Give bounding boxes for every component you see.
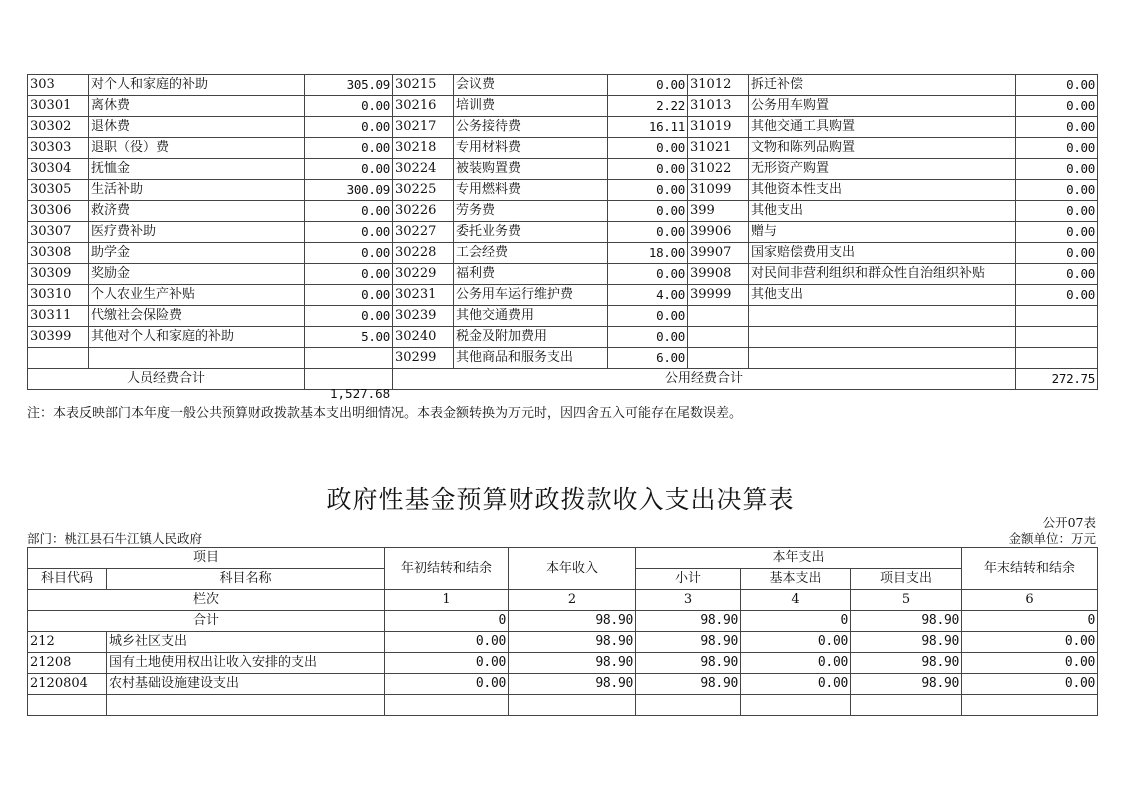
amount: 98.90 — [509, 674, 636, 695]
amount: 0.00 — [305, 222, 393, 243]
fund-budget-table — [27, 547, 1098, 716]
header-code: 科目代码 — [28, 569, 107, 590]
subject-name: 拆迁补偿 — [749, 75, 1016, 96]
amount: 0.00 — [608, 264, 688, 285]
page-title: 政府性基金预算财政拨款收入支出决算表 — [326, 485, 795, 514]
amount: 0.00 — [741, 632, 851, 653]
header-income: 本年收入 — [509, 548, 636, 590]
table-row — [28, 138, 1098, 159]
total-row — [28, 611, 1098, 632]
subject-name: 离休费 — [89, 96, 305, 117]
amount: 0.00 — [608, 201, 688, 222]
subject-code: 30215 — [393, 75, 454, 96]
table-row — [28, 264, 1098, 285]
column-number: 5 — [851, 590, 962, 611]
subject-code: 30231 — [393, 285, 454, 306]
amount: 98.90 — [509, 653, 636, 674]
column-number: 3 — [636, 590, 741, 611]
amount — [1016, 348, 1098, 369]
subject-code: 212 — [28, 632, 107, 653]
subject-code: 30304 — [28, 159, 89, 180]
amount: 6.00 — [608, 348, 688, 369]
table-row — [28, 96, 1098, 117]
amount: 0.00 — [385, 653, 509, 674]
empty-cell — [28, 695, 107, 716]
subject-name: 奖励金 — [89, 264, 305, 285]
subject-code: 30301 — [28, 96, 89, 117]
amount: 98.90 — [851, 632, 962, 653]
subject-code — [688, 306, 749, 327]
subject-name: 退休费 — [89, 117, 305, 138]
subject-code: 30216 — [393, 96, 454, 117]
subject-code: 31012 — [688, 75, 749, 96]
subject-name: 其他资本性支出 — [749, 180, 1016, 201]
subject-name: 培训费 — [454, 96, 608, 117]
column-number: 4 — [741, 590, 851, 611]
header-project: 项目支出 — [851, 569, 962, 590]
subject-code: 30217 — [393, 117, 454, 138]
amount: 98.90 — [636, 632, 741, 653]
empty-cell — [107, 695, 385, 716]
subject-name: 专用燃料费 — [454, 180, 608, 201]
total-value: 0 — [962, 611, 1098, 632]
subject-code: 30229 — [393, 264, 454, 285]
table-row — [28, 117, 1098, 138]
subject-code: 30225 — [393, 180, 454, 201]
subject-code: 31013 — [688, 96, 749, 117]
subject-name: 其他支出 — [749, 201, 1016, 222]
table-note: 注：本表反映部门本年度一般公共预算财政拨款基本支出明细情况。本表金额转换为万元时，因四舍五入可能存在尾数误差。 — [27, 406, 743, 421]
subject-code: 39908 — [688, 264, 749, 285]
amount: 0.00 — [1016, 75, 1098, 96]
table-number: 公开07表 — [1042, 515, 1096, 530]
amount: 0.00 — [741, 653, 851, 674]
subject-code: 30299 — [393, 348, 454, 369]
subject-name: 福利费 — [454, 264, 608, 285]
empty-cell — [851, 695, 962, 716]
amount: 0.00 — [1016, 285, 1098, 306]
subject-name: 抚恤金 — [89, 159, 305, 180]
subject-code: 30239 — [393, 306, 454, 327]
amount: 98.90 — [636, 674, 741, 695]
amount: 0.00 — [608, 159, 688, 180]
subject-code — [688, 327, 749, 348]
total-value: 0 — [385, 611, 509, 632]
subject-name: 无形资产购置 — [749, 159, 1016, 180]
amount: 300.09 — [305, 180, 393, 201]
table-row — [28, 243, 1098, 264]
amount: 0.00 — [1016, 117, 1098, 138]
amount: 0.00 — [1016, 264, 1098, 285]
unit-label: 金额单位：万元 — [1008, 531, 1096, 546]
subject-name: 助学金 — [89, 243, 305, 264]
amount: 0.00 — [305, 264, 393, 285]
subject-code: 30228 — [393, 243, 454, 264]
subject-code: 39906 — [688, 222, 749, 243]
subject-name: 公务用车运行维护费 — [454, 285, 608, 306]
total-value: 98.90 — [509, 611, 636, 632]
amount: 0.00 — [385, 674, 509, 695]
amount: 0.00 — [305, 96, 393, 117]
amount: 98.90 — [851, 653, 962, 674]
amount: 0.00 — [962, 653, 1098, 674]
subject-name — [749, 306, 1016, 327]
amount — [1016, 306, 1098, 327]
subject-name: 代缴社会保险费 — [89, 306, 305, 327]
amount: 98.90 — [636, 653, 741, 674]
amount: 5.00 — [305, 327, 393, 348]
column-number: 1 — [385, 590, 509, 611]
subject-code: 30306 — [28, 201, 89, 222]
total-value: 98.90 — [636, 611, 741, 632]
amount: 98.90 — [851, 674, 962, 695]
amount: 18.00 — [608, 243, 688, 264]
subject-name: 赠与 — [749, 222, 1016, 243]
personnel-total-label: 人员经费合计 — [28, 369, 305, 390]
amount: 98.90 — [509, 632, 636, 653]
table-row — [28, 348, 1098, 369]
subject-name: 城乡社区支出 — [107, 632, 385, 653]
personnel-total-value: 1,527.68 — [330, 386, 391, 401]
amount: 0.00 — [305, 201, 393, 222]
amount: 0.00 — [385, 632, 509, 653]
subject-name: 其他交通费用 — [454, 306, 608, 327]
subject-code: 303 — [28, 75, 89, 96]
subject-code: 2120804 — [28, 674, 107, 695]
subject-code — [688, 348, 749, 369]
header-item: 项目 — [28, 548, 385, 569]
amount: 0.00 — [741, 674, 851, 695]
amount: 0.00 — [608, 306, 688, 327]
subject-code: 30399 — [28, 327, 89, 348]
subject-name: 对民间非营利组织和群众性自治组织补贴 — [749, 264, 1016, 285]
header-subtotal: 小计 — [636, 569, 741, 590]
subject-code: 30224 — [393, 159, 454, 180]
amount: 0.00 — [305, 159, 393, 180]
subject-name: 对个人和家庭的补助 — [89, 75, 305, 96]
subject-name — [89, 348, 305, 369]
column-number: 2 — [509, 590, 636, 611]
subject-code: 30310 — [28, 285, 89, 306]
subject-code: 21208 — [28, 653, 107, 674]
subject-code: 30226 — [393, 201, 454, 222]
subject-name: 税金及附加费用 — [454, 327, 608, 348]
amount — [305, 348, 393, 369]
subject-code — [28, 348, 89, 369]
amount: 0.00 — [305, 285, 393, 306]
subject-code: 30307 — [28, 222, 89, 243]
amount: 0.00 — [608, 180, 688, 201]
subject-name: 其他交通工具购置 — [749, 117, 1016, 138]
amount: 0.00 — [608, 327, 688, 348]
table-row — [28, 632, 1098, 653]
amount: 0.00 — [608, 75, 688, 96]
subject-name: 其他支出 — [749, 285, 1016, 306]
table-row — [28, 159, 1098, 180]
subject-name: 公务用车购置 — [749, 96, 1016, 117]
subject-name: 国有土地使用权出让收入安排的支出 — [107, 653, 385, 674]
amount: 0.00 — [305, 306, 393, 327]
empty-cell — [385, 695, 509, 716]
subject-name: 其他对个人和家庭的补助 — [89, 327, 305, 348]
subject-name: 委托业务费 — [454, 222, 608, 243]
amount: 2.22 — [608, 96, 688, 117]
public-total-label: 公用经费合计 — [393, 369, 1016, 390]
header-opening: 年初结转和结余 — [385, 548, 509, 590]
subject-name: 会议费 — [454, 75, 608, 96]
amount: 0.00 — [1016, 138, 1098, 159]
table-row — [28, 653, 1098, 674]
subject-name: 个人农业生产补贴 — [89, 285, 305, 306]
subject-code: 30311 — [28, 306, 89, 327]
subject-name: 被装购置费 — [454, 159, 608, 180]
subject-name: 文物和陈列品购置 — [749, 138, 1016, 159]
expenditure-detail-table — [27, 74, 1098, 390]
subject-code: 39999 — [688, 285, 749, 306]
subject-code: 30240 — [393, 327, 454, 348]
subject-code: 31021 — [688, 138, 749, 159]
subject-name: 专用材料费 — [454, 138, 608, 159]
subject-name: 工会经费 — [454, 243, 608, 264]
table-row — [28, 180, 1098, 201]
subject-code: 31099 — [688, 180, 749, 201]
department-label: 部门：桃江县石牛江镇人民政府 — [27, 531, 203, 546]
subject-name — [749, 348, 1016, 369]
subject-name: 公务接待费 — [454, 117, 608, 138]
total-value: 0 — [741, 611, 851, 632]
header-expenditure: 本年支出 — [636, 548, 962, 569]
table-row — [28, 327, 1098, 348]
subject-name: 国家赔偿费用支出 — [749, 243, 1016, 264]
blank-row — [28, 695, 1098, 716]
subject-code: 30308 — [28, 243, 89, 264]
amount: 0.00 — [305, 117, 393, 138]
amount: 0.00 — [608, 222, 688, 243]
total-label: 合计 — [28, 611, 385, 632]
subject-name — [749, 327, 1016, 348]
table-row — [28, 306, 1098, 327]
totals-row — [28, 369, 1098, 390]
table-row — [28, 674, 1098, 695]
subject-code: 30309 — [28, 264, 89, 285]
total-value: 98.90 — [851, 611, 962, 632]
table-row — [28, 285, 1098, 306]
amount: 305.09 — [305, 75, 393, 96]
table-row — [28, 201, 1098, 222]
table-row — [28, 222, 1098, 243]
table-row — [28, 75, 1098, 96]
amount: 0.00 — [1016, 222, 1098, 243]
subject-name: 救济费 — [89, 201, 305, 222]
subject-code: 31022 — [688, 159, 749, 180]
amount: 16.11 — [608, 117, 688, 138]
amount: 0.00 — [962, 632, 1098, 653]
subject-code: 31019 — [688, 117, 749, 138]
subject-code: 30303 — [28, 138, 89, 159]
subject-name: 农村基础设施建设支出 — [107, 674, 385, 695]
amount: 0.00 — [1016, 159, 1098, 180]
header-basic: 基本支出 — [741, 569, 851, 590]
amount: 0.00 — [1016, 180, 1098, 201]
subject-name: 劳务费 — [454, 201, 608, 222]
empty-cell — [962, 695, 1098, 716]
amount: 4.00 — [608, 285, 688, 306]
subject-code: 39907 — [688, 243, 749, 264]
amount: 0.00 — [1016, 243, 1098, 264]
amount: 0.00 — [1016, 201, 1098, 222]
subject-code: 30302 — [28, 117, 89, 138]
amount: 0.00 — [305, 138, 393, 159]
subject-code: 30305 — [28, 180, 89, 201]
subject-name: 其他商品和服务支出 — [454, 348, 608, 369]
subject-code: 30218 — [393, 138, 454, 159]
amount: 0.00 — [1016, 96, 1098, 117]
amount: 0.00 — [305, 243, 393, 264]
header-closing: 年末结转和结余 — [962, 548, 1098, 590]
empty-cell — [509, 695, 636, 716]
empty-cell — [741, 695, 851, 716]
subject-code: 399 — [688, 201, 749, 222]
amount: 0.00 — [962, 674, 1098, 695]
amount — [1016, 327, 1098, 348]
amount: 0.00 — [608, 138, 688, 159]
subject-code: 30227 — [393, 222, 454, 243]
column-number: 6 — [962, 590, 1098, 611]
subject-name: 退职（役）费 — [89, 138, 305, 159]
public-total-value: 272.75 — [1016, 369, 1098, 390]
subject-name: 医疗费补助 — [89, 222, 305, 243]
column-number-label: 栏次 — [28, 590, 385, 611]
header-name: 科目名称 — [107, 569, 385, 590]
empty-cell — [636, 695, 741, 716]
subject-name: 生活补助 — [89, 180, 305, 201]
